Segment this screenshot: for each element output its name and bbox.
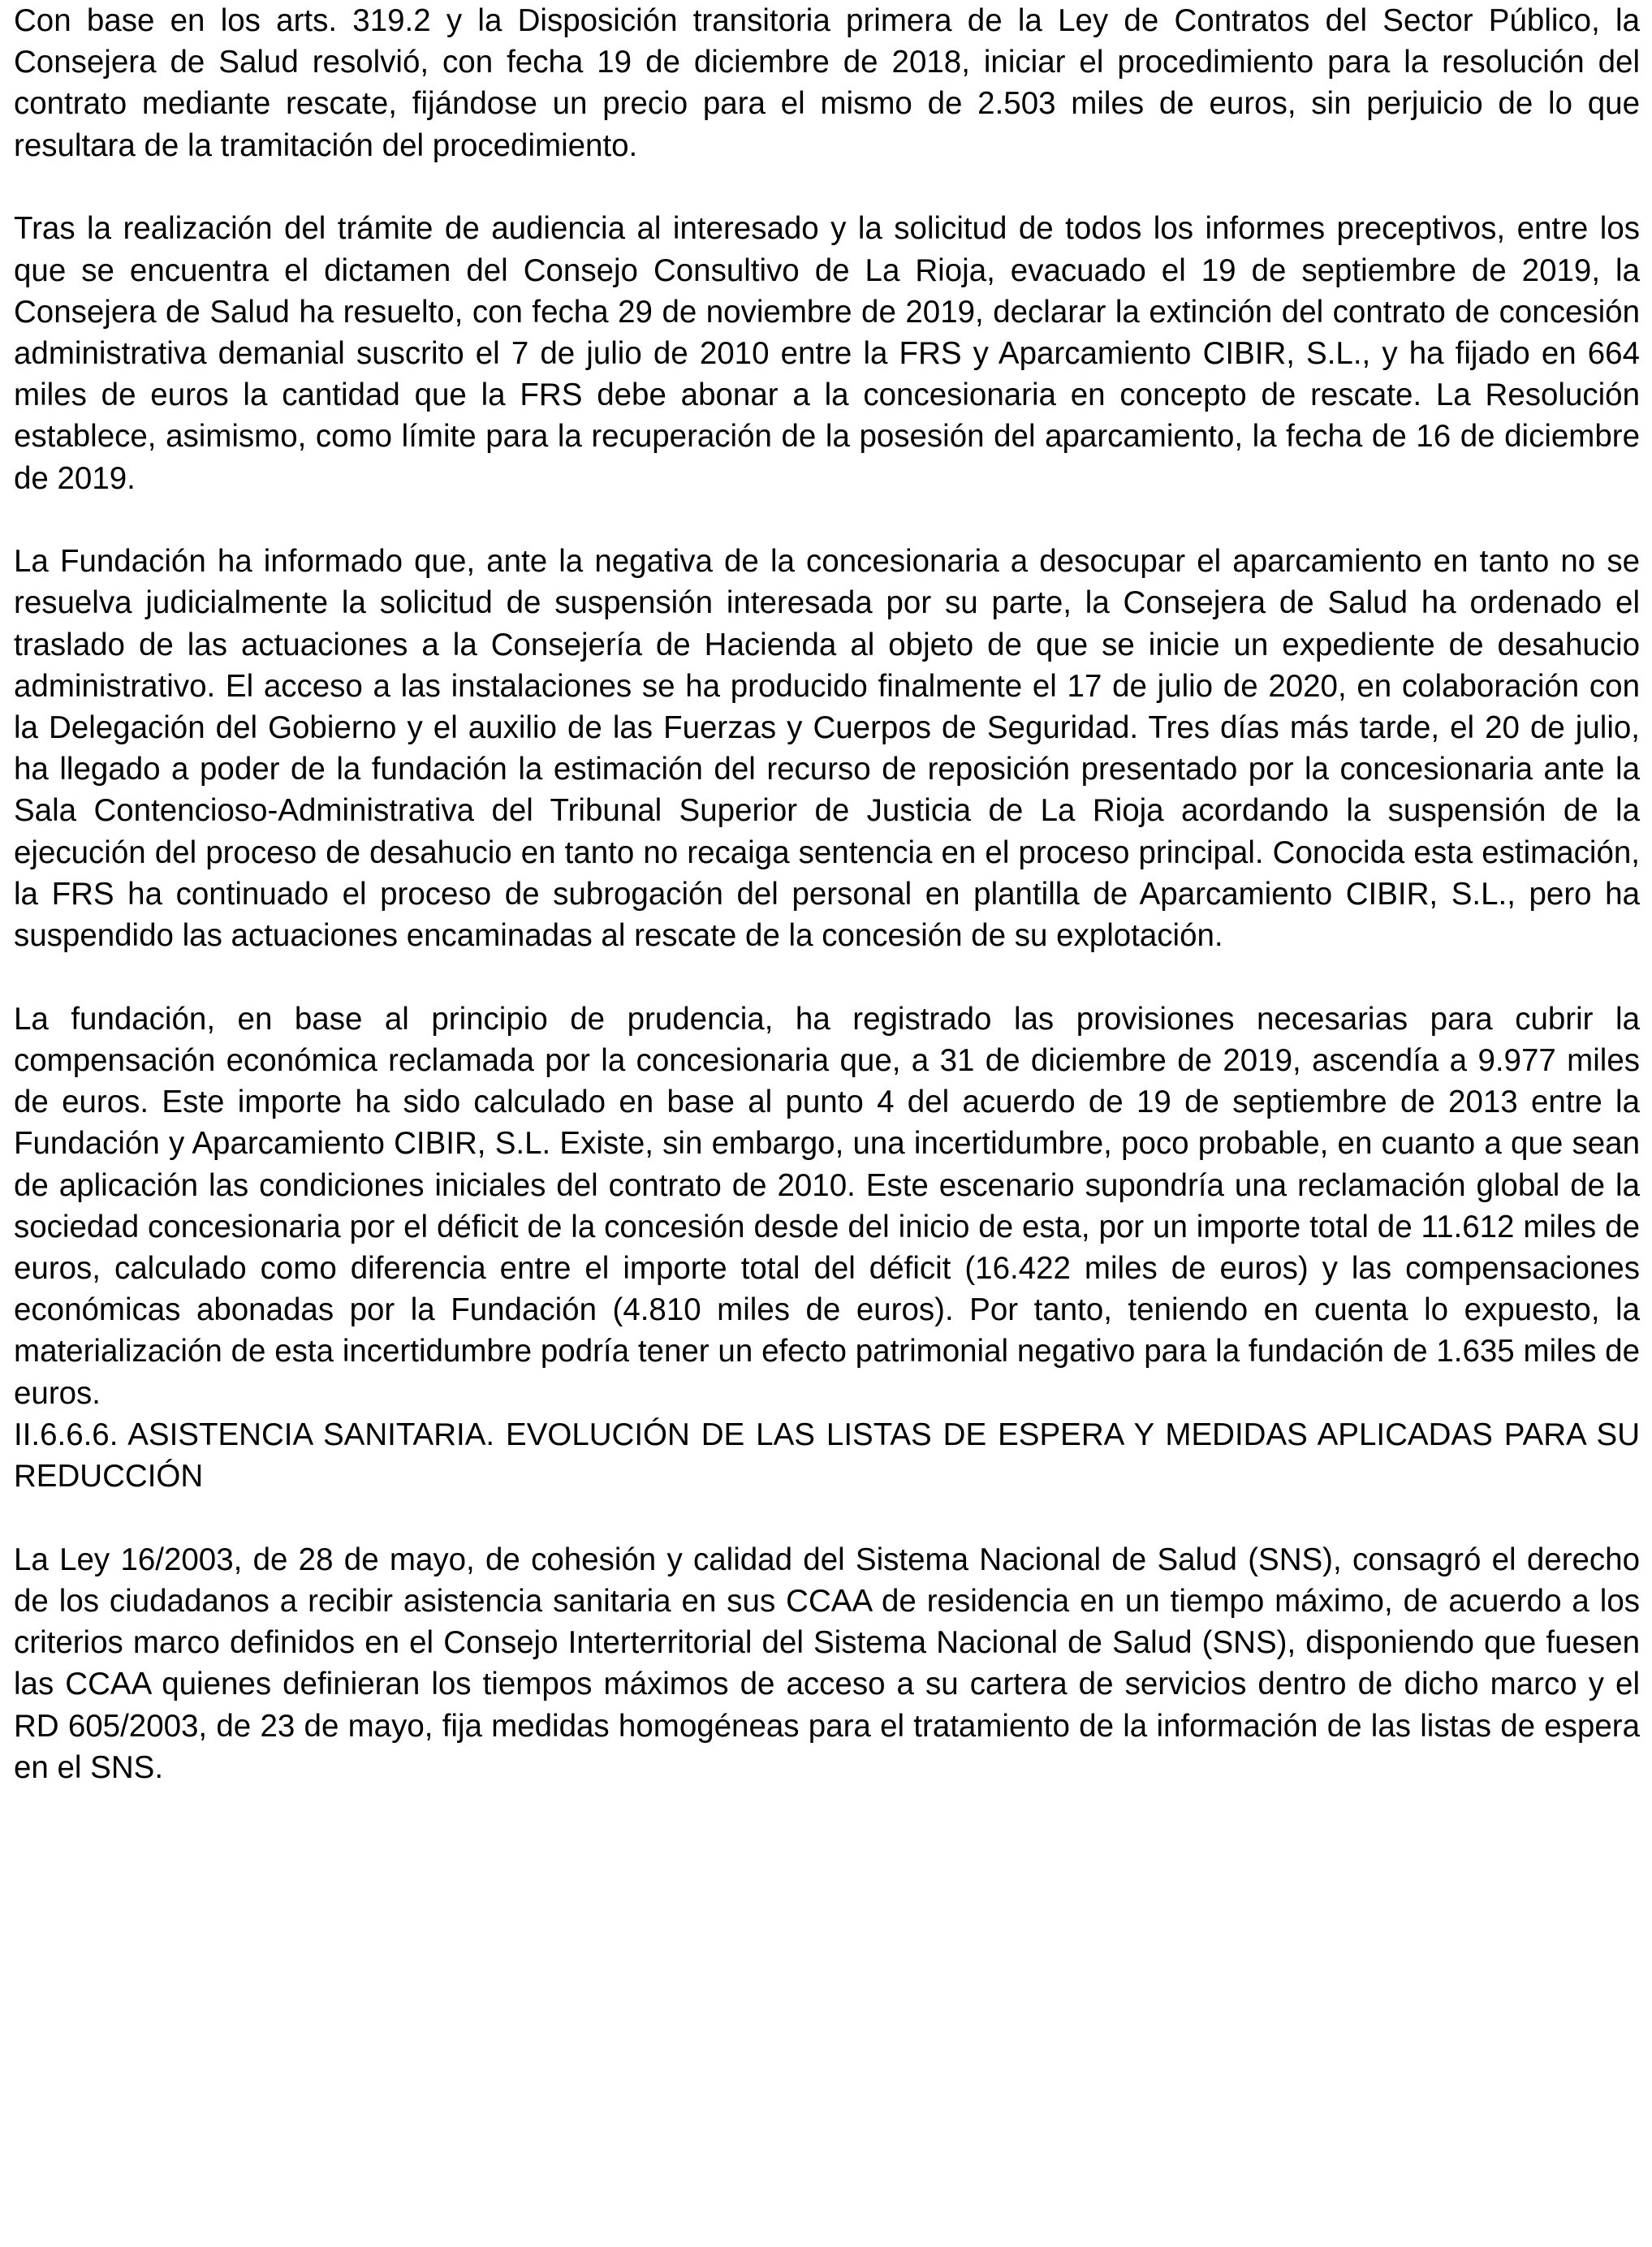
paragraph-rescate-inicio: Con base en los arts. 319.2 y la Disposición transitoria primera de la Ley de Contratos del Sector Público, la Consejera de Salud resolvió, con fecha 19 de diciembre de 2018, iniciar el procedimiento para la resolución del contrato mediante rescate, fijándose un precio para el mismo de 2.503 miles de euros, sin perjuicio de lo que resultara de la tramitación del procedimiento.: [14, 3, 1640, 163]
paragraph-extincion-contrato: Tras la realización del trámite de audiencia al interesado y la solicitud de todos los informes preceptivos, entre los que se encuentra el dictamen del Consejo Consultivo de La Rioja, evacuado el 19 de septiembre de 2019, la Consejera de Salud ha resuelto, con fecha 29 de noviembre de 2019, declarar la extinción del contrato de concesión administrativa demanial suscrito el 7 de julio de 2010 entre la FRS y Aparcamiento CIBIR, S.L., y ha fijado en 664 miles de euros la cantidad que la FRS debe abonar a la concesionaria en concepto de rescate. La Resolución establece, asimismo, como límite para la recuperación de la posesión del aparcamiento, la fecha de 16 de diciembre de 2019.: [14, 211, 1640, 496]
document-page: [14, 0, 1640, 1788]
paragraph-provisiones: La fundación, en base al principio de prudencia, ha registrado las provisiones necesarias para cubrir la compensación económica reclamada por la concesionaria que, a 31 de diciembre de 2019, ascendía a 9.977 miles de euros. Este importe ha sido calculado en base al punto 4 del acuerdo de 19 de septiembre de 2013 entre la Fundación y Aparcamiento CIBIR, S.L. Existe, sin embargo, una incertidumbre, poco probable, en cuanto a que sean de aplicación las condiciones iniciales del contrato de 2010. Este escenario supondría una reclamación global de la sociedad concesionaria por el déficit de la concesión desde del inicio de esta, por un importe total de 11.612 miles de euros, calculado como diferencia entre el importe total del déficit (16.422 miles de euros) y las compensaciones económicas abonadas por la Fundación (4.810 miles de euros). Por tanto, teniendo en cuenta lo expuesto, la materialización de esta incertidumbre podría tener un efecto patrimonial negativo para la fundación de 1.635 miles de euros.: [14, 1001, 1640, 1411]
paragraph-ley-cohesion: La Ley 16/2003, de 28 de mayo, de cohesión y calidad del Sistema Nacional de Salud (SNS), consagró el derecho de los ciudadanos a recibir asistencia sanitaria en sus CCAA de residencia en un tiempo máximo, de acuerdo a los criterios marco definidos en el Consejo Interterritorial del Sistema Nacional de Salud (SNS), disponiendo que fuesen las CCAA quienes definieran los tiempos máximos de acceso a su cartera de servicios dentro de dicho marco y el RD 605/2003, de 23 de mayo, fija medidas homogéneas para el tratamiento de la información de las listas de espera en el SNS.: [14, 1542, 1640, 1785]
paragraph-desahucio: La Fundación ha informado que, ante la negativa de la concesionaria a desocupar el aparcamiento en tanto no se resuelva judicialmente la solicitud de suspensión interesada por su parte, la Consejera de Salud ha ordenado el traslado de las actuaciones a la Consejería de Hacienda al objeto de que se inicie un expediente de desahucio administrativo. El acceso a las instalaciones se ha producido finalmente el 17 de julio de 2020, en colaboración con la Delegación del Gobierno y el auxilio de las Fuerzas y Cuerpos de Seguridad. Tres días más tarde, el 20 de julio, ha llegado a poder de la fundación la estimación del recurso de reposición presentado por la concesionaria ante la Sala Contencioso-Administrativa del Tribunal Superior de Justicia de La Rioja acordando la suspensión de la ejecución del proceso de desahucio en tanto no recaiga sentencia en el proceso principal. Conocida esta estimación, la FRS ha continuado el proceso de subrogación del personal en plantilla de Aparcamiento CIBIR, S.L., pero ha suspendido las actuaciones encaminadas al rescate de la concesión de su explotación.: [14, 544, 1640, 954]
section-heading: II.6.6.6. ASISTENCIA SANITARIA. EVOLUCIÓN DE LAS LISTAS DE ESPERA Y MEDIDAS APLICADAS PARA SU REDUCCIÓN: [14, 1417, 1640, 1494]
